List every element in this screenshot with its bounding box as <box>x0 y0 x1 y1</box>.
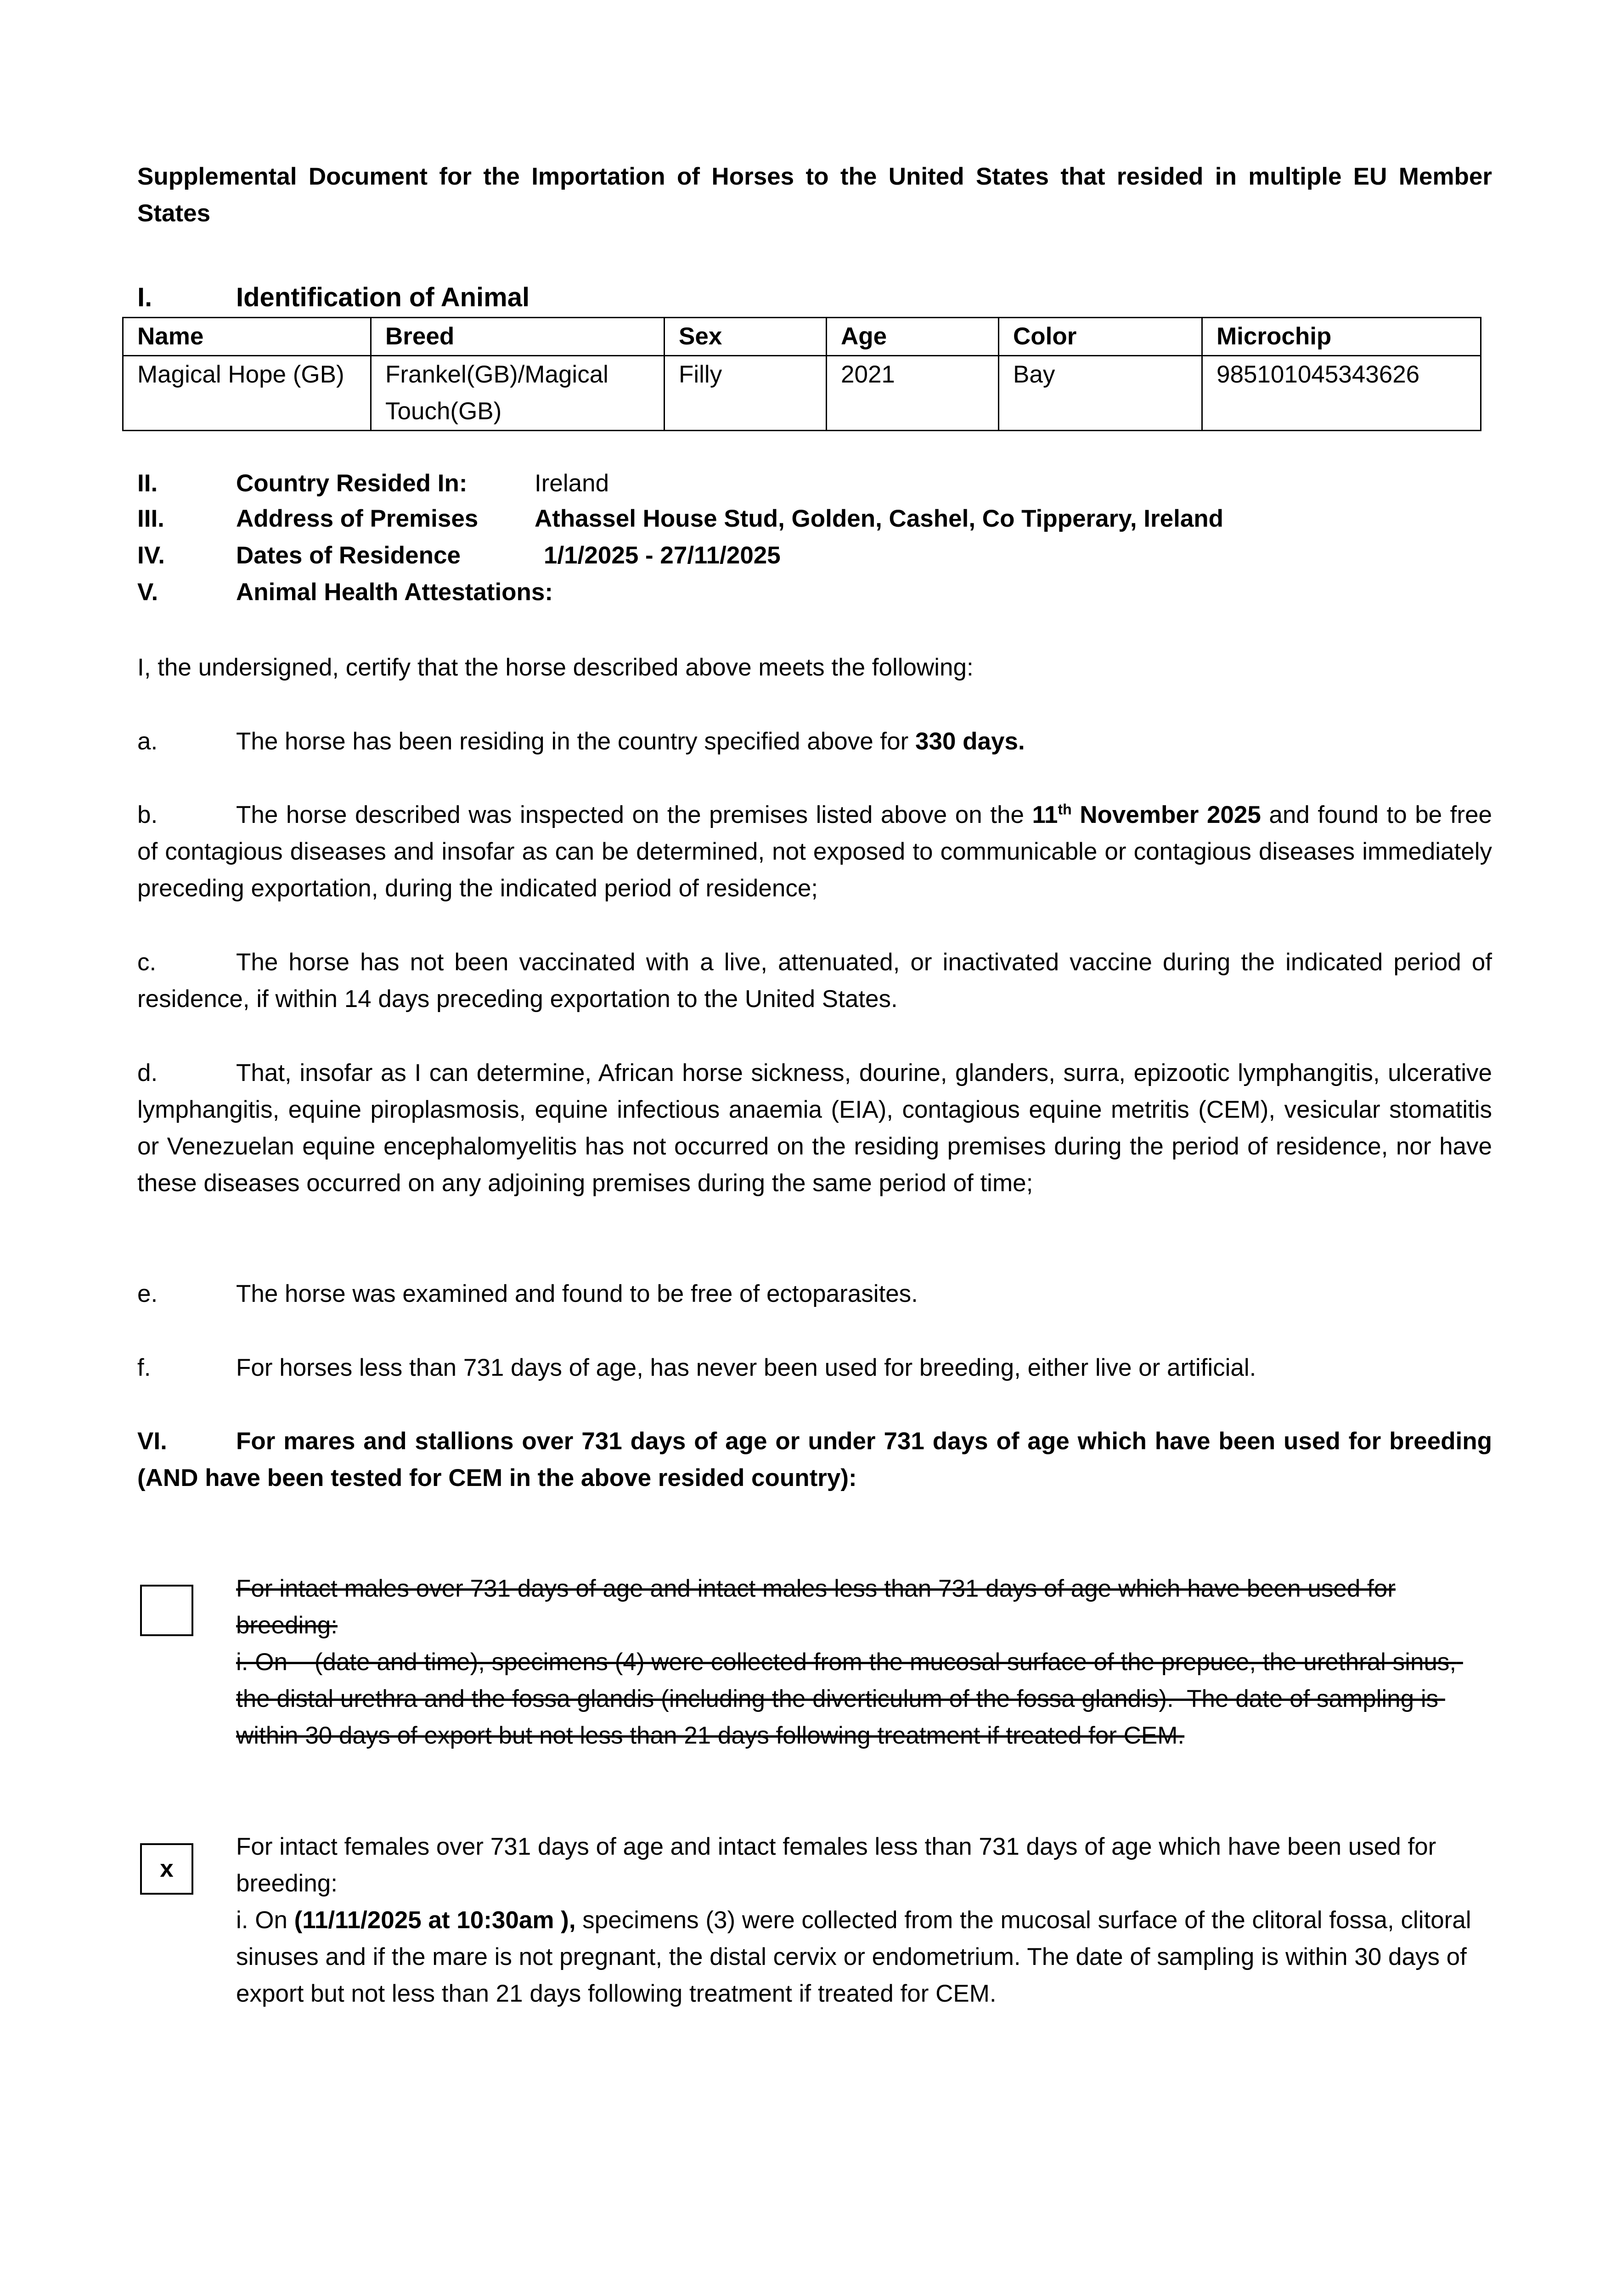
header-color: Color <box>999 318 1202 356</box>
males-section <box>236 1570 1494 1754</box>
certification-intro: I, the undersigned, certify that the horse described above meets the following: <box>137 654 974 681</box>
table-row <box>123 356 1481 431</box>
females-body: i. On (11/11/2025 at 10:30am ), specimens (3) were collected from the mucosal surface of the clitoral fossa, clitoral sinuses and if the mare is not pregnant, the distal cervix or endometrium. The date of sampling is within 30 days of export but not less than 21 days following treatment if treated for CEM. <box>236 1907 1471 2007</box>
attestation-e: e. The horse was examined and found to be free of ectoparasites. <box>137 1280 918 1307</box>
document-title: Supplemental Document for the Importation of Horses to the United States that resided in multiple EU Member States <box>137 163 1492 227</box>
dates-of-residence: IV. Dates of Residence 1/1/2025 - 27/11/2025 <box>137 542 781 569</box>
cell-age: 2021 <box>827 356 999 431</box>
males-heading: For intact males over 731 days of age and intact males less than 731 days of age which have been used for breeding: <box>236 1575 1396 1639</box>
cell-sex: Filly <box>665 356 827 431</box>
cell-color: Bay <box>999 356 1202 431</box>
section-1-heading: I. Identification of Animal <box>137 282 530 312</box>
attestation-b: b. The horse described was inspected on the premises listed above on the 11th November 2025 and found to be free of contagious diseases and insofar as can be determined, not exposed to communicable or contagious diseases immediately preceding exportation, during the indicated period of residence; <box>137 801 1492 902</box>
header-name: Name <box>123 318 371 356</box>
attestation-c: c. The horse has not been vaccinated with a live, attenuated, or inactivated vaccine during the indicated period of residence, if within 14 days preceding exportation to the United States. <box>137 949 1492 1013</box>
animal-identification-table <box>122 317 1481 431</box>
cell-breed: Frankel(GB)/Magical Touch(GB) <box>371 356 665 431</box>
animal-health-attestations-heading: V. Animal Health Attestations: <box>137 579 553 606</box>
header-microchip: Microchip <box>1202 318 1481 356</box>
females-checkbox[interactable]: x <box>140 1843 193 1895</box>
address-of-premises: III. Address of Premises Athassel House Stud, Golden, Cashel, Co Tipperary, Ireland <box>137 505 1224 532</box>
header-age: Age <box>827 318 999 356</box>
females-section <box>236 1829 1494 2012</box>
country-resided: II. Country Resided In: Ireland <box>137 470 609 497</box>
header-breed: Breed <box>371 318 665 356</box>
males-body: i. On (date and time), specimens (4) were collected from the mucosal surface of the prepuce, the urethral sinus, the distal urethra and the fossa glandis (including the diverticulum of the fossa glandis). The date of sampling is within 30 days of export but not less than 21 days following treatment if treated for CEM. <box>236 1649 1463 1749</box>
header-sex: Sex <box>665 318 827 356</box>
section-6-heading: VI. For mares and stallions over 731 days of age or under 731 days of age which have been used for breeding (AND have been tested for CEM in the above resided country): <box>137 1428 1492 1491</box>
attestation-a: a. The horse has been residing in the country specified above for 330 days. <box>137 728 1025 755</box>
cell-microchip: 985101045343626 <box>1202 356 1481 431</box>
females-heading: For intact females over 731 days of age and intact females less than 731 days of age which have been used for breeding: <box>236 1833 1436 1897</box>
attestation-d: d. That, insofar as I can determine, African horse sickness, dourine, glanders, surra, epizootic lymphangitis, ulcerative lymphangitis, equine piroplasmosis, equine infectious anaemia (EIA), contagious equine metritis (CEM), vesicular stomatitis or Venezuelan equine encephalomyelitis has not occurred on the residing premises during the period of residence, nor have these diseases occurred on any adjoining premises during the same period of time; <box>137 1059 1492 1197</box>
cell-name: Magical Hope (GB) <box>123 356 371 431</box>
males-checkbox[interactable] <box>140 1585 193 1636</box>
table-header-row <box>123 318 1481 356</box>
attestation-f: f. For horses less than 731 days of age, has never been used for breeding, either live or artificial. <box>137 1354 1256 1381</box>
